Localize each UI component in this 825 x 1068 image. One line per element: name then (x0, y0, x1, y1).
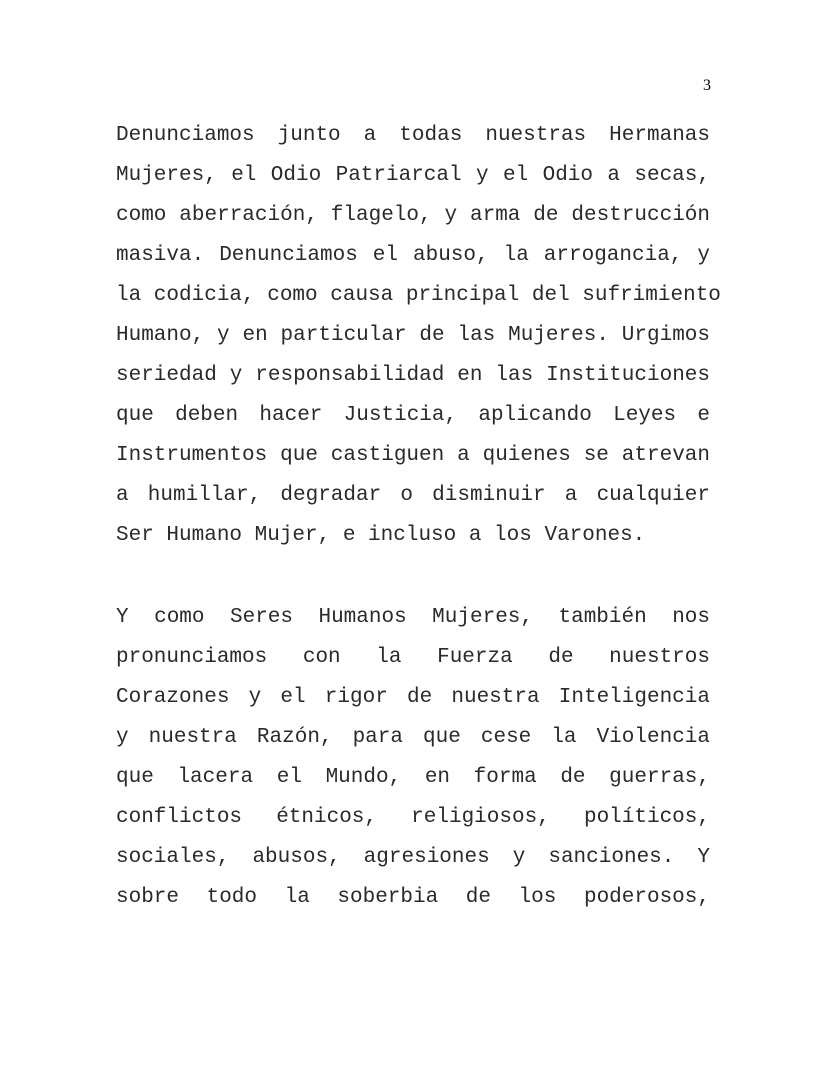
text-line: que deben hacer Justicia, aplicando Leyes e (116, 404, 710, 427)
text-line: sobre todo la soberbia de los poderosos, (116, 886, 710, 909)
text-line: Denunciamos junto a todas nuestras Hermanas (116, 124, 710, 147)
text-line: como aberración, flagelo, y arma de destrucción (116, 204, 710, 227)
text-line: Humano, y en particular de las Mujeres. Urgimos (116, 324, 710, 347)
text-line: seriedad y responsabilidad en las Instituciones (116, 364, 710, 387)
text-line: Corazones y el rigor de nuestra Inteligencia (116, 686, 710, 709)
text-line: la codicia, como causa principal del sufrimiento (116, 284, 721, 307)
text-line: Mujeres, el Odio Patriarcal y el Odio a secas, (116, 164, 710, 187)
text-line: y nuestra Razón, para que cese la Violencia (116, 726, 710, 749)
text-line: a humillar, degradar o disminuir a cualquier (116, 484, 710, 507)
text-line: Instrumentos que castiguen a quienes se atrevan (116, 444, 710, 467)
text-line: masiva. Denunciamos el abuso, la arrogancia, y (116, 244, 710, 267)
text-line: Ser Humano Mujer, e incluso a los Varones. (116, 524, 646, 547)
paragraph-1 (116, 116, 721, 556)
page-number: 3 (703, 77, 711, 94)
paragraph-2 (116, 598, 710, 918)
text-line: conflictos étnicos, religiosos, políticos, (116, 806, 710, 829)
text-line: Y como Seres Humanos Mujeres, también nos (116, 606, 710, 629)
text-line: sociales, abusos, agresiones y sanciones. Y (116, 846, 710, 869)
text-line: que lacera el Mundo, en forma de guerras, (116, 766, 710, 789)
text-line: pronunciamos con la Fuerza de nuestros (116, 646, 710, 669)
